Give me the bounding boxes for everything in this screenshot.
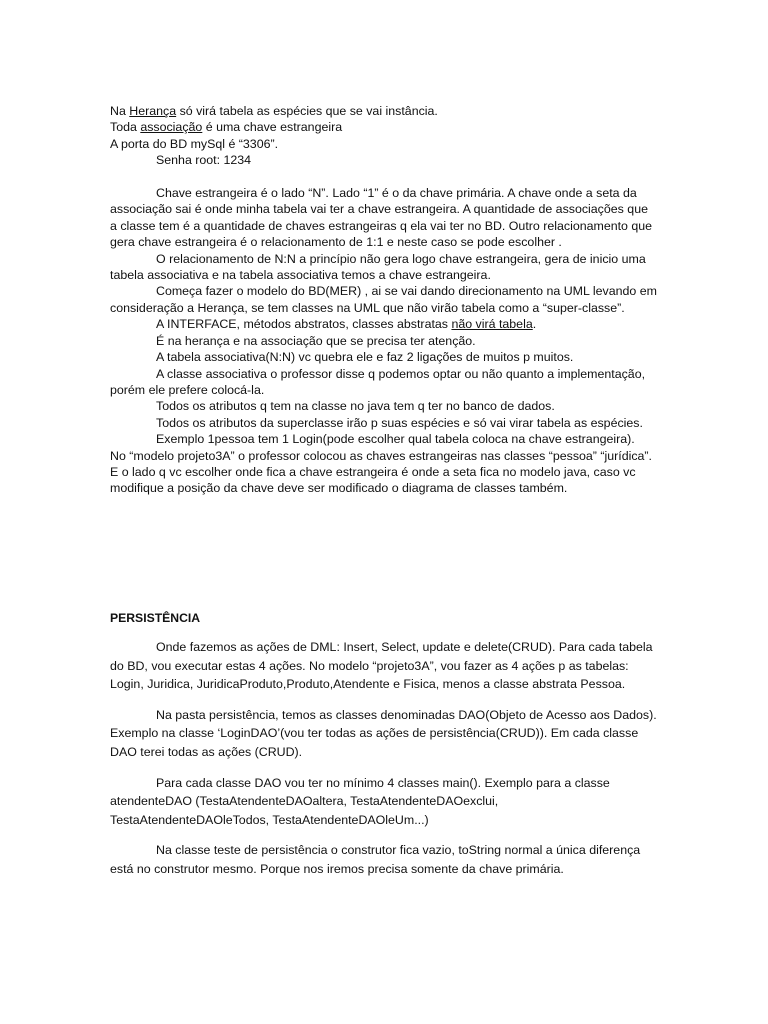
heranca-underlined: Herança bbox=[129, 104, 177, 118]
text-span: A INTERFACE, métodos abstratos, classes abstratas bbox=[156, 317, 452, 332]
notes-section bbox=[110, 103, 658, 497]
porta-line: A porta do BD mySql é “3306”. bbox=[110, 136, 279, 151]
paragraph: Para cada classe DAO vou ter no mínimo 4 classes main(). Exemplo para a classe atendenteDAO (TestaAtendenteDAOaltera, TestaAtendenteDAOexclui, TestaAtendenteDAOleTodos, TestaAtendenteDAOleUm...) bbox=[110, 775, 610, 827]
associacao-line bbox=[110, 119, 658, 135]
paragraph: O relacionamento de N:N a princípio não gera logo chave estrangeira, gera de inicio uma tabela associativa e na tabela associativa temos a chave estrangeira. bbox=[110, 251, 646, 283]
heranca-line bbox=[110, 103, 658, 119]
paragraph: Na pasta persistência, temos as classes denominadas DAO(Objeto de Acesso aos Dados). Exemplo na classe ‘LoginDAO’(vou ter todas as ações de persistência(CRUD)). Em cada classe DAO terei todas as ações (CRUD). bbox=[110, 707, 657, 759]
section-heading: PERSISTÊNCIA bbox=[110, 611, 201, 625]
paragraph: Todos os atributos q tem na classe no java tem q ter no banco de dados. bbox=[156, 399, 555, 414]
paragraph: A tabela associativa(N:N) vc quebra ele e faz 2 ligações de muitos p muitos. bbox=[156, 350, 574, 365]
paragraph: Começa fazer o modelo do BD(MER) , ai se vai dando direcionamento na UML levando em consideração a Herança, se tem classes na UML que não virão tabela como a “super-classe”. bbox=[110, 284, 657, 315]
paragraph: Exemplo 1pessoa tem 1 Login(pode escolher qual tabela coloca na chave estrangeira). bbox=[156, 432, 635, 447]
paragraph: Todos os atributos da superclasse irão p suas espécies e só vai virar tabela as espécies. bbox=[156, 415, 643, 430]
blank-line bbox=[110, 169, 658, 185]
paragraph: Chave estrangeira é o lado “N”. Lado “1” é o da chave primária. A chave onde a seta da associação sai é onde minha tabela vai ter a chave estrangeira. A quantidade de associações que a classe tem é a quantidade de chaves estrangeiras q ela vai ter no BD. Outro relacionamento que gera chave estrangeira é o relacionamento de 1:1 e neste caso se pode escolher . bbox=[110, 186, 653, 250]
paragraph: No “modelo projeto3A” o professor colocou as chaves estrangeiras nas classes “pessoa” “jurídica”. E o lado q vc escolher onde fica a chave estrangeira é onde a seta fica no modelo java, caso vc modifique a posição da chave deve ser modificado o diagrama de classes também. bbox=[110, 448, 652, 496]
paragraph: É na herança e na associação que se precisa ter atenção. bbox=[156, 333, 476, 348]
paragraph: Onde fazemos as ações de DML: Insert, Select, update e delete(CRUD). Para cada tabela do BD, vou executar estas 4 ações. No modelo “projeto3A”, vou fazer as 4 ações p as tabelas: Login, Juridica, JuridicaProduto,Produto,Atendente e Fisica, menos a classe abstrata Pessoa. bbox=[110, 640, 653, 692]
interface-paragraph bbox=[110, 316, 658, 332]
text-span: Toda bbox=[110, 120, 141, 135]
associacao-underlined: associação bbox=[140, 120, 203, 135]
senha-line: Senha root: 1234 bbox=[156, 153, 252, 168]
persistencia-section bbox=[110, 638, 658, 891]
nao-vira-tabela-underlined: não virá tabela bbox=[451, 317, 533, 332]
paragraph: Na classe teste de persistência o construtor fica vazio, toString normal a única diferença está no construtor mesmo. Porque nos iremos precisa somente da chave primária. bbox=[110, 843, 641, 876]
text-span: só virá tabela as espécies que se vai instância. bbox=[176, 104, 438, 118]
text-span: é uma chave estrangeira bbox=[202, 120, 343, 135]
text-span: Na bbox=[110, 104, 130, 118]
paragraph: A classe associativa o professor disse q podemos optar ou não quanto a implementação, porém ele prefere colocá-la. bbox=[110, 366, 646, 397]
text-span: . bbox=[532, 317, 537, 332]
